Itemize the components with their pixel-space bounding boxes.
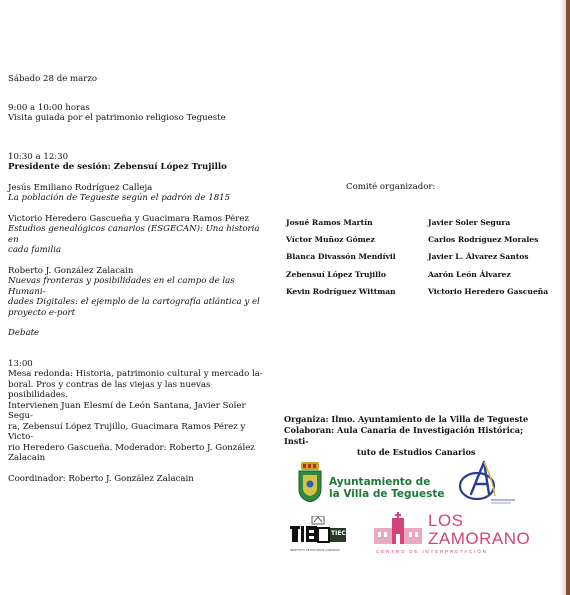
organizers-block bbox=[284, 414, 550, 458]
session2-time: 10:30 a 12:30 bbox=[8, 151, 69, 162]
committee-row bbox=[286, 218, 548, 235]
ayuntamiento-line: Ayuntamiento de bbox=[329, 476, 431, 488]
talk-author: Victorio Heredero Gascueña y Guacimara Ramos Pérez bbox=[8, 213, 249, 224]
zamorano-line: LOS bbox=[428, 511, 464, 530]
talk-title: La población de Tegueste según el padrón de 1815 bbox=[8, 193, 231, 203]
roundtable-line: Mesa redonda: Historia, patrimonio cultural y mercado la- bbox=[8, 369, 263, 379]
colaboran-line: tuto de Estudios Canarios bbox=[357, 447, 476, 457]
committee-member: Zebensuí López Trujillo bbox=[286, 269, 386, 279]
colaboran-line: Colaboran: Aula Canaria de Investigación Histórica; Insti- bbox=[284, 425, 524, 446]
roundtable-line: Intervienen Juan Elesmí de León Santana, Javier Soler Segu- bbox=[8, 400, 246, 421]
program-column bbox=[8, 74, 266, 484]
talk-title: Estudios genealógicos canarios (ESGECAN): Una historia en bbox=[8, 224, 260, 245]
committee-member: Josué Ramos Martín bbox=[286, 218, 373, 227]
coordinator: Coordinador: Roberto J. González Zalacain bbox=[8, 473, 194, 484]
page-edge bbox=[560, 0, 570, 595]
aula-canaria-emblem-icon bbox=[457, 458, 517, 506]
committee-row bbox=[286, 235, 548, 252]
talk-title: dades Digitales: el ejemplo de la cartografía atlántica y el bbox=[8, 297, 260, 307]
tiecan-wordmark: TIECan bbox=[331, 530, 355, 537]
session3-time: 13:00 bbox=[8, 358, 33, 369]
organiza-line: Organiza: Ilmo. Ayuntamiento de la Villa de Tegueste bbox=[284, 414, 529, 424]
zamorano-building-icon bbox=[372, 512, 424, 544]
committee-member: Blanca Divassón Mendívil bbox=[286, 252, 396, 262]
tiecan-logo bbox=[290, 516, 355, 554]
committee-member: Javier L. Álvarez Santos bbox=[428, 252, 529, 262]
committee-row bbox=[286, 270, 548, 287]
zamorano-logo bbox=[372, 511, 531, 558]
coat-of-arms-icon bbox=[297, 462, 323, 502]
debate-label: Debate bbox=[8, 328, 40, 338]
talk-title: proyecto e-port bbox=[8, 307, 76, 318]
aula-canaria-logo bbox=[457, 458, 517, 510]
committee-member: Víctor Muñoz Gómez bbox=[286, 235, 375, 245]
tiecan-subtitle: INSTITUTO DE ESTUDIOS CANARIOS bbox=[290, 549, 340, 552]
committee-member: Victorio Heredero Gascueña bbox=[428, 286, 549, 296]
committee-row bbox=[286, 252, 548, 269]
ayuntamiento-line: la Villa de Tegueste bbox=[329, 488, 445, 500]
ayuntamiento-logo bbox=[297, 462, 445, 506]
committee-table bbox=[286, 218, 548, 304]
session1-desc: Visita guiada por el patrimonio religioso Tegueste bbox=[8, 113, 226, 123]
committee-member: Aarón León Álvarez bbox=[428, 269, 511, 279]
roundtable-line: Zalacain bbox=[8, 453, 46, 463]
talk-author: Jesús Emiliano Rodríguez Calleja bbox=[8, 182, 153, 193]
committee-title: Comité organizador: bbox=[346, 182, 436, 192]
committee-member: Carlos Rodríguez Morales bbox=[428, 235, 539, 245]
roundtable-line: boral. Pros y contras de las viejas y las nuevas posibilidades. bbox=[8, 379, 211, 400]
session1-time: 9:00 a 10:00 horas bbox=[8, 102, 90, 113]
roundtable-line: ra, Zebensuí López Trujillo, Guacimara Ramos Pérez y Victo- bbox=[8, 421, 246, 442]
talk-author: Roberto J. González Zalacain bbox=[8, 265, 134, 276]
committee-member: Kevin Rodríguez Wittman bbox=[286, 286, 396, 296]
zamorano-subtitle: CENTRO DE INTERPRETACIÓN bbox=[376, 549, 488, 554]
program-date: Sábado 28 de marzo bbox=[8, 74, 98, 84]
zamorano-line: ZAMORANO bbox=[428, 529, 531, 548]
roundtable-line: rio Heredero Gascueña. Moderador: Roberto J. González bbox=[8, 442, 255, 453]
session2-chair: Presidente de sesión: Zebensuí López Trujillo bbox=[8, 162, 227, 172]
talk-title: Nuevas fronteras y posibilidades en el campo de las Humani- bbox=[8, 276, 235, 297]
committee-row bbox=[286, 287, 548, 304]
committee-member: Javier Soler Segura bbox=[428, 218, 511, 227]
talk-title: cada familia bbox=[8, 245, 62, 255]
